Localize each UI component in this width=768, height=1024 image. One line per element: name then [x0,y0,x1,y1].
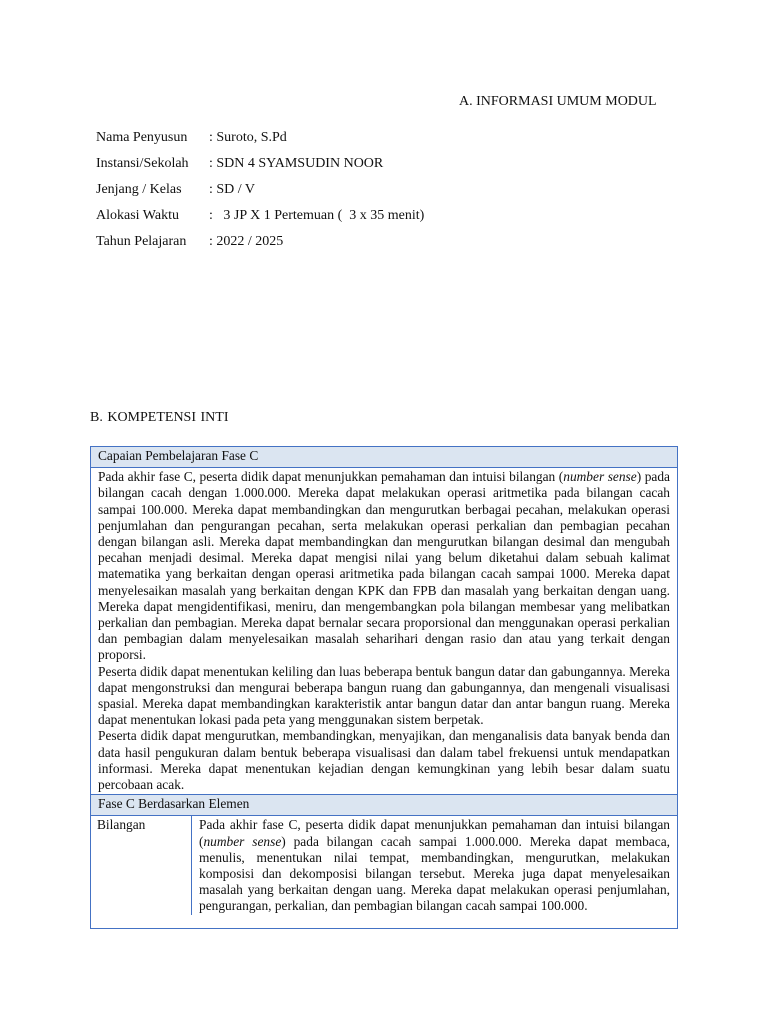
info-row-author [96,125,424,151]
info-value: : Suroto, S.Pd [209,130,287,145]
cp-header: Capaian Pembelajaran Fase C [91,447,677,468]
info-value: : 3 JP X 1 Pertemuan ( 3 x 35 menit) [209,208,425,223]
cp-text: Pada akhir fase C, peserta didik dapat menunjukkan pemahaman dan intuisi bilangan ( [98,469,564,485]
element-text: Pada akhir fase C, peserta didik dapat menunjukkan pemahaman dan intuisi bilangan ( [199,817,670,849]
module-info-list [96,125,424,255]
element-row [91,816,677,914]
info-row-time [96,203,424,229]
info-value: : SDN 4 SYAMSUDIN NOOR [209,156,384,171]
element-label: Bilangan [91,816,192,914]
cp-paragraph-1 [98,469,670,663]
cp-paragraph-2: Peserta didik dapat menentukan keliling dan luas beberapa bentuk bangun datar dan gabungannya. Mereka dapat mengonstruksi dan mengurai beberapa bangun ruang dan gabungannya, dan mengenali visualisasi spasial. Mereka dapat membandingkan karakteristik antar bangun datar dan antar bangun ruang. Mereka dapat menentukan lokasi pada peta yang menggunakan sistem berpetak. [98,663,670,728]
cp-body [91,468,677,795]
info-label: Nama Penyusun [96,130,188,145]
info-row-year [96,229,424,255]
cp-text: ) pada bilangan cacah dengan 1.000.000. Mereka dapat melakukan operasi aritmetika pada bilangan cacah sampai 100.000. Mereka dapat membandingkan dan mengurutkan berbagai pecahan, melakukan operasi penjumlahan dan pengurangan pecahan, serta melakukan operasi perkalian dan pembagian pecahan dengan bilangan asli. Mereka dapat membandingkan dan mengurutkan bilangan desimal dan mengubah pecahan menjadi desimal. Mereka dapat mengisi nilai yang belum diketahui dalam sebuah kalimat matematika yang berkaitan dengan operasi aritmetika pada bilangan cacah sampai 1000. Mereka dapat menyelesaikan masalah yang berkaitan dengan KPK dan FPB dan masalah yang berkaitan dengan uang. Mereka dapat mengidentifikasi, meniru, dan mengembangkan pola bilangan membesar yang melibatkan perkalian dan pembagian. Mereka dapat bernalar secara proporsional dan menggunakan operasi perkalian dan pembagian dalam menyelesaikan masalah seharihari dengan rasio dan atau yang terkait dengan proporsi. [98,469,670,663]
info-value: : SD / V [209,182,256,197]
info-label: Tahun Pelajaran [96,234,187,249]
element-description [192,816,677,914]
section-b-title: B. KOMPETENSI INTI [90,410,229,425]
cp-paragraph-3: Peserta didik dapat mengurutkan, membandingkan, menyajikan, dan menganalisis data banyak benda dan data hasil pengukuran dalam bentuk beberapa visualisasi dan dalam tabel frekuensi untuk mendapatkan informasi. Mereka dapat menentukan kejadian dengan kemungkinan yang lebih besar dalam suatu percobaan acak. [98,728,670,793]
competency-table [90,446,678,929]
cp-text-italic: number sense [563,469,637,485]
info-label: Jenjang / Kelas [96,182,182,197]
section-a-title: A. INFORMASI UMUM MODUL [459,94,657,109]
info-label: Alokasi Waktu [96,208,179,223]
fase-header: Fase C Berdasarkan Elemen [91,795,677,816]
info-row-school [96,151,424,177]
info-label: Instansi/Sekolah [96,156,189,171]
info-value: : 2022 / 2025 [209,234,284,249]
element-text: ) pada bilangan cacah sampai 1.000.000. Mereka dapat membaca, menulis, menentukan nilai tempat, membandingkan, mengurutkan, melakukan komposisi dan dekomposisi bilangan tersebut. Mereka juga dapat menyelesaikan masalah yang berkaitan dengan uang. Mereka dapat melakukan operasi penjumlahan, pengurangan, perkalian, dan pembagian bilangan cacah sampai 100.000. [199,833,670,914]
info-row-level [96,177,424,203]
element-text-italic: number sense [203,833,282,849]
